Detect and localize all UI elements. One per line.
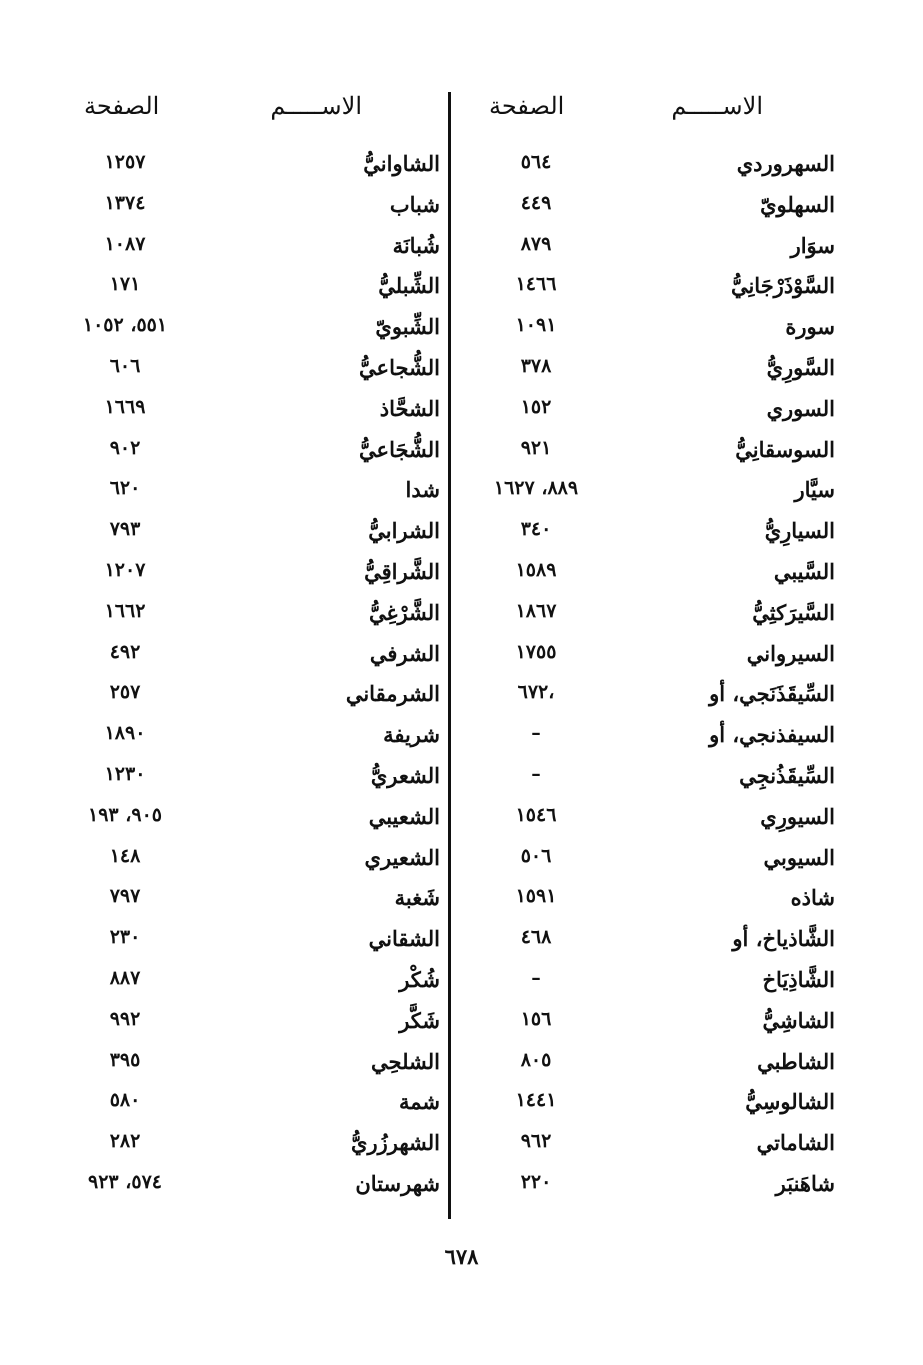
entry-page-number: ٨٧٩: [520, 232, 552, 255]
index-row: [0, 151, 448, 192]
index-row: [451, 355, 923, 396]
entry-page-number: ٤٦٨: [520, 926, 552, 949]
page-header: الصفحة: [489, 92, 565, 120]
index-row: [0, 804, 448, 845]
entry-page-number: ٦٧٢،: [517, 681, 555, 704]
index-row: [0, 641, 448, 682]
entry-name: السَّورِيُّ: [766, 354, 835, 380]
entry-name: الشرفي: [369, 640, 440, 666]
entry-name: شاذه: [790, 885, 835, 911]
index-row: [451, 967, 923, 1008]
index-row: [0, 845, 448, 886]
entry-page-number: ١٠٨٧: [104, 232, 146, 255]
index-row: [451, 763, 923, 804]
right-index-column: [451, 0, 923, 1230]
entry-page-number: ٤٩٢: [109, 640, 141, 663]
entry-page-number: ١٨٦٧: [515, 599, 557, 622]
index-row: [451, 1049, 923, 1090]
entry-name: السوسقانِيُّ: [735, 436, 835, 462]
entry-page-number: ٨٨٩، ١٦٢٧: [493, 477, 579, 500]
index-row: [0, 722, 448, 763]
entry-name: الشقاني: [368, 926, 440, 952]
entry-page-number: –: [531, 762, 541, 785]
entry-page-number: ١٥٢: [520, 395, 552, 418]
entry-page-number: ٩٢١: [520, 436, 552, 459]
entry-page-number: ٧٩٣: [109, 518, 141, 541]
entry-name: السهلويّ: [760, 191, 835, 217]
index-row: [451, 845, 923, 886]
entry-page-number: ٩٩٢: [109, 1007, 141, 1030]
entry-page-number: ١٦٦٩: [104, 395, 146, 418]
index-row: [0, 355, 448, 396]
entry-name: شاهَنبَر: [775, 1170, 835, 1196]
entry-name: شُبانَة: [392, 232, 440, 258]
entry-page-number: ٣٩٥: [109, 1048, 141, 1071]
entry-page-number: ١٤٤١: [515, 1089, 557, 1112]
entry-page-number: ٤٤٩: [520, 191, 552, 214]
entry-name: السَّيبي: [773, 558, 835, 584]
index-row: [0, 273, 448, 314]
index-row: [451, 437, 923, 478]
entry-page-number: ٩٠٥، ١٩٣: [88, 803, 162, 826]
entry-page-number: ١٢٣٠: [104, 762, 146, 785]
entry-name: شُكْر: [399, 966, 440, 992]
index-row: [451, 518, 923, 559]
entry-name: شدا: [405, 477, 440, 503]
index-row: [0, 681, 448, 722]
entry-page-number: ١٤٦٦: [515, 273, 557, 296]
entry-page-number: ١٥٩١: [515, 885, 557, 908]
index-row: [451, 273, 923, 314]
entry-name: السَّيرَكثِيُّ: [752, 599, 835, 625]
index-row: [451, 1089, 923, 1130]
left-index-column: [0, 0, 448, 1230]
index-row: [451, 396, 923, 437]
entry-page-number: ٥٨٠: [109, 1089, 141, 1112]
entry-name: السَّوْذَرْجَانِيُّ: [730, 273, 835, 299]
entry-name: السِّيقَذُنجِي: [739, 762, 835, 788]
index-row: [0, 477, 448, 518]
entry-page-number: ١٢٠٧: [104, 558, 146, 581]
entry-name: شَكَّر: [399, 1007, 440, 1033]
index-row: [451, 559, 923, 600]
entry-name: السيوبي: [763, 844, 835, 870]
entry-name: السيرواني: [746, 640, 835, 666]
index-row: [0, 518, 448, 559]
entry-name: الشِّبويّ: [375, 314, 440, 340]
entry-page-number: ٣٧٨: [520, 354, 552, 377]
entry-name: السيورِي: [760, 803, 835, 829]
index-entries: [0, 151, 448, 1212]
entry-page-number: ١٣٧٤: [104, 191, 146, 214]
index-row: [0, 1008, 448, 1049]
index-row: [0, 885, 448, 926]
entry-page-number: ٢٥٧: [109, 681, 141, 704]
entry-name: سورة: [785, 314, 835, 340]
index-row: [451, 681, 923, 722]
entry-page-number: ٢٨٢: [109, 1130, 141, 1153]
entry-name: سيَّار: [794, 477, 835, 503]
index-row: [0, 763, 448, 804]
entry-page-number: ١٥٤٦: [515, 803, 557, 826]
entry-name: سوَار: [790, 232, 835, 258]
entry-page-number: ١٠٩١: [515, 314, 557, 337]
entry-page-number: ٢٢٠: [520, 1170, 552, 1193]
index-row: [0, 233, 448, 274]
entry-page-number: ١٢٥٧: [104, 151, 146, 173]
entry-name: الشهرزُريُّ: [351, 1130, 440, 1156]
entry-name: الشُّجاعيُّ: [359, 354, 440, 380]
page-header: الصفحة: [84, 92, 160, 120]
page-number: ٦٧٨: [444, 1244, 479, 1269]
entry-name: شمة: [399, 1089, 440, 1115]
entry-page-number: ١٤٨: [109, 844, 141, 867]
entry-name: الشعيبي: [368, 803, 440, 829]
index-row: [451, 641, 923, 682]
index-row: [0, 1171, 448, 1212]
name-header: الاســـــم: [671, 92, 763, 120]
entry-page-number: ٥٧٤، ٩٢٣: [88, 1170, 162, 1193]
index-row: [0, 967, 448, 1008]
index-row: [451, 804, 923, 845]
index-row: [451, 1130, 923, 1171]
index-row: [0, 314, 448, 355]
entry-name: الشَّاذِيَاخ: [762, 966, 835, 992]
entry-name: الشُّجَاعيُّ: [359, 436, 440, 462]
entry-page-number: ٦٢٠: [109, 477, 141, 500]
entry-name: شَغبة: [394, 885, 440, 911]
entry-name: الشالوسِيُّ: [745, 1089, 835, 1115]
column-divider: [448, 92, 451, 1219]
entry-page-number: ٧٩٧: [109, 885, 141, 908]
entry-page-number: ٥٠٦: [520, 844, 552, 867]
entry-page-number: ٨٠٥: [520, 1048, 552, 1071]
entry-name: السهروردي: [736, 151, 835, 176]
index-entries: [451, 151, 923, 1212]
entry-name: الشَّرْغِيُّ: [368, 599, 440, 625]
index-row: [0, 1089, 448, 1130]
entry-page-number: ٨٨٧: [109, 966, 141, 989]
index-row: [451, 1008, 923, 1049]
entry-name: الشلحِي: [371, 1048, 440, 1074]
entry-page-number: ٦٠٦: [109, 354, 141, 377]
index-row: [0, 559, 448, 600]
entry-name: الشاماتي: [756, 1130, 835, 1156]
entry-page-number: ١٧١: [109, 273, 141, 296]
entry-page-number: ٥٥١، ١٠٥٢: [82, 314, 168, 337]
entry-name: الشرابيُّ: [368, 518, 440, 544]
entry-page-number: –: [531, 722, 541, 745]
index-row: [451, 314, 923, 355]
entry-name: الشعريُّ: [370, 762, 440, 788]
entry-name: الشرمقاني: [345, 681, 440, 707]
index-row: [451, 233, 923, 274]
entry-page-number: –: [531, 966, 541, 989]
entry-page-number: ٩٠٢: [109, 436, 141, 459]
entry-name: الشاطبي: [757, 1048, 835, 1074]
entry-name: الشعيري: [364, 844, 440, 870]
index-row: [0, 1049, 448, 1090]
entry-page-number: ١٥٨٩: [515, 558, 557, 581]
index-row: [0, 926, 448, 967]
index-row: [0, 437, 448, 478]
name-header: الاســـــم: [270, 92, 362, 120]
entry-name: الشَّراقِيُّ: [364, 558, 440, 584]
index-row: [451, 192, 923, 233]
entry-name: السيفذنجي، أو: [709, 722, 835, 748]
index-row: [451, 885, 923, 926]
entry-page-number: ٩٦٢: [520, 1130, 552, 1153]
entry-name: الشاشِيُّ: [762, 1007, 835, 1033]
index-row: [451, 151, 923, 192]
index-row: [0, 396, 448, 437]
entry-name: شهرستان: [355, 1170, 440, 1196]
entry-page-number: ١٥٦: [520, 1007, 552, 1030]
entry-page-number: ٥٦٤: [520, 151, 552, 173]
entry-name: شريفة: [383, 722, 440, 748]
index-row: [451, 600, 923, 641]
entry-name: السِّيقَذَنَجي، أو: [709, 681, 835, 707]
entry-page-number: ١٧٥٥: [515, 640, 557, 663]
entry-name: شباب: [389, 191, 440, 217]
index-row: [0, 600, 448, 641]
entry-page-number: ٢٣٠: [109, 926, 141, 949]
entry-name: السيارِيُّ: [764, 518, 835, 544]
entry-name: الشَّاذياخ، أو: [732, 926, 835, 952]
entry-name: السوري: [766, 395, 835, 421]
index-row: [451, 926, 923, 967]
entry-page-number: ١٦٦٢: [104, 599, 146, 622]
entry-page-number: ١٨٩٠: [104, 722, 146, 745]
entry-page-number: ٣٤٠: [520, 518, 552, 541]
entry-name: الشِّبليُّ: [378, 273, 440, 299]
index-row: [0, 1130, 448, 1171]
index-row: [451, 722, 923, 763]
index-row: [0, 192, 448, 233]
index-row: [451, 477, 923, 518]
index-row: [451, 1171, 923, 1212]
entry-name: الشحَّاذ: [379, 395, 440, 421]
entry-name: الشاوانيُّ: [363, 151, 440, 176]
